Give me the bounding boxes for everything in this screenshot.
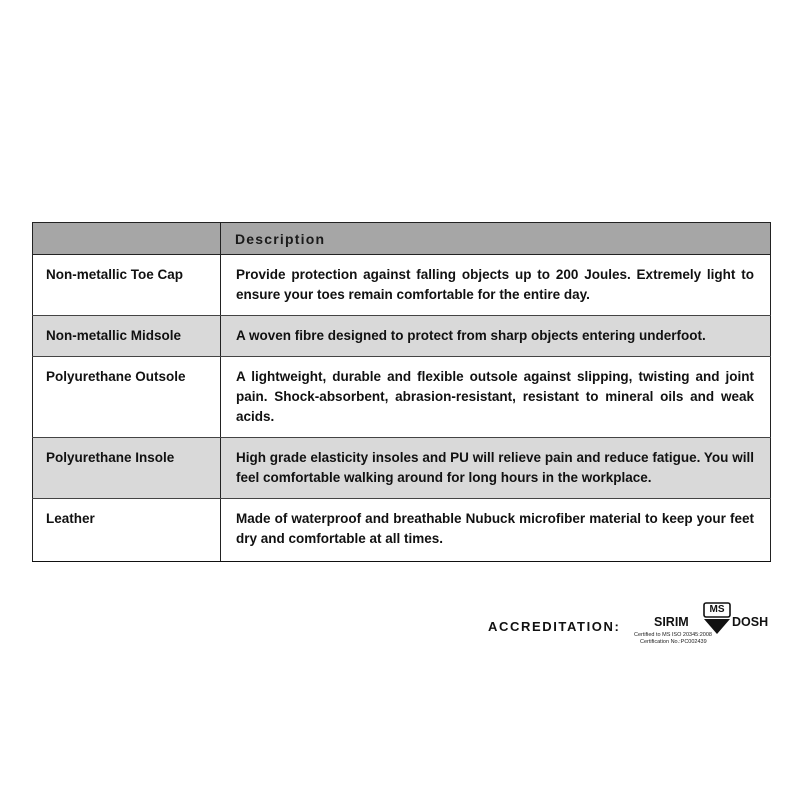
feature-description: High grade elasticity insoles and PU will relieve pain and reduce fatigue. You will feel comfortable walking around for long hours in the workplace. xyxy=(236,450,754,485)
feature-cell xyxy=(33,438,221,499)
table-header-row xyxy=(33,223,771,255)
ms-mark-text: MS xyxy=(709,604,725,615)
dosh-text: DOSH xyxy=(732,615,769,629)
accreditation-label: ACCREDITATION: xyxy=(488,619,621,634)
table-row xyxy=(33,357,771,438)
sirim-dosh-certification-logo xyxy=(634,600,774,650)
feature-name: Non-metallic Toe Cap xyxy=(46,267,184,282)
feature-table xyxy=(32,222,771,562)
feature-description: A lightweight, durable and flexible outsole against slipping, twisting and joint pain. Shock-absorbent, abrasion-resistant, resistant to mineral oils and weak acids. xyxy=(236,369,754,424)
certification-standard-text: Certified to MS ISO 20345:2008 xyxy=(634,632,712,638)
header-feature-cell xyxy=(33,223,221,255)
table-row xyxy=(33,316,771,357)
feature-description: A woven fibre designed to protect from sharp objects entering underfoot. xyxy=(236,328,706,343)
sirim-text: SIRIM xyxy=(654,615,689,629)
feature-name: Non-metallic Midsole xyxy=(46,328,182,343)
feature-description: Provide protection against falling objects up to 200 Joules. Extremely light to ensure your toes remain comfortable for the entire day. xyxy=(236,267,754,302)
certification-number-text: Certification No.:PC002439 xyxy=(640,639,707,645)
feature-cell xyxy=(33,316,221,357)
description-cell xyxy=(221,499,771,562)
description-cell xyxy=(221,357,771,438)
feature-name: Polyurethane Insole xyxy=(46,450,175,465)
description-cell xyxy=(221,438,771,499)
table-row xyxy=(33,255,771,316)
feature-description: Made of waterproof and breathable Nubuck microfiber material to keep your feet dry and comfortable at all times. xyxy=(236,511,754,546)
feature-name: Leather xyxy=(46,511,95,526)
feature-cell xyxy=(33,255,221,316)
header-description-cell xyxy=(221,223,771,255)
table-row xyxy=(33,438,771,499)
feature-cell xyxy=(33,357,221,438)
description-cell xyxy=(221,255,771,316)
feature-name: Polyurethane Outsole xyxy=(46,369,186,384)
description-cell xyxy=(221,316,771,357)
description-header: Description xyxy=(235,230,326,247)
feature-cell xyxy=(33,499,221,562)
table-row xyxy=(33,499,771,562)
